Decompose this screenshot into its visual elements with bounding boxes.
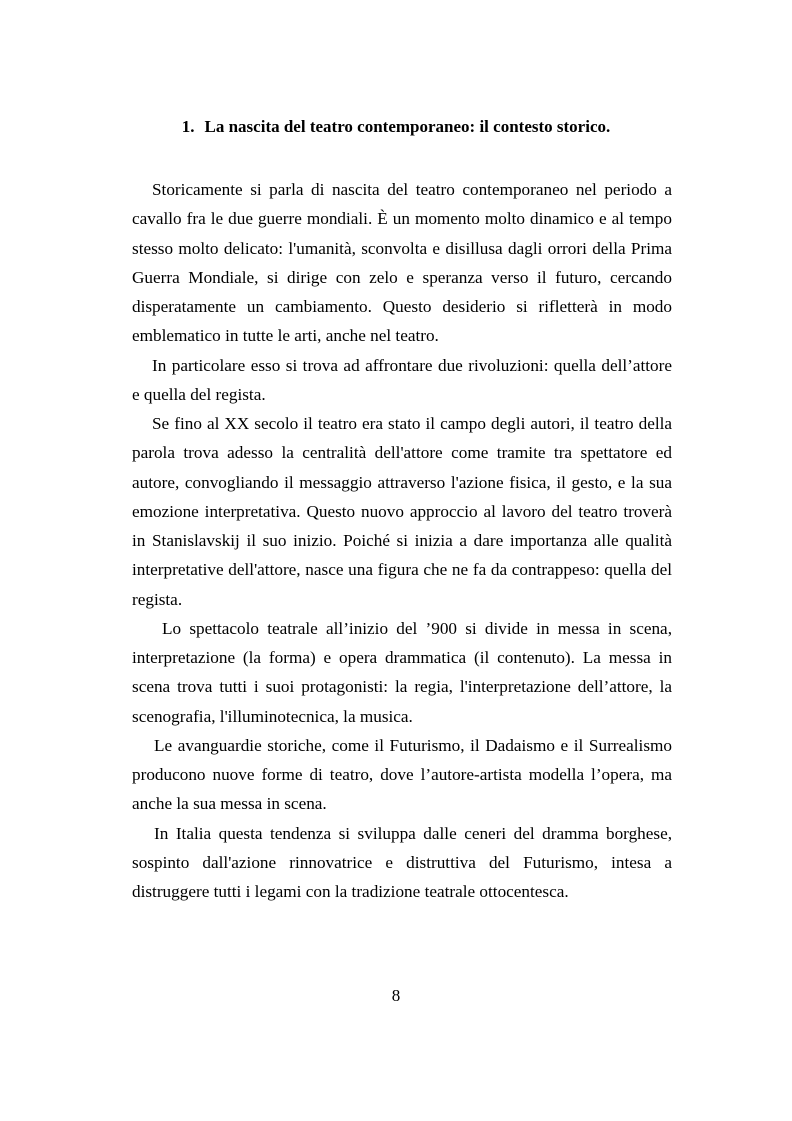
page-number: 8 [391, 986, 401, 1005]
section-title: La nascita del teatro contemporaneo: il contesto storico. [204, 117, 611, 136]
paragraph-4: Lo spettacolo teatrale all’inizio del ’900 si divide in messa in scena, interpretazione (la forma) e opera drammatica (il contenuto). La messa in scena trova tutti i suoi protagonisti: la regia, l'interpretazione dell’attore, la scenografia, l'illuminotecnica, la musica. [132, 618, 672, 726]
section-heading [0, 116, 792, 138]
paragraph-5: Le avanguardie storiche, come il Futurismo, il Dadaismo e il Surrealismo producono nuove forme di teatro, dove l’autore-artista modella l’opera, ma anche la sua messa in scena. [132, 735, 672, 814]
paragraph-1: Storicamente si parla di nascita del teatro contemporaneo nel periodo a cavallo fra le due guerre mondiali. È un momento molto dinamico e al tempo stesso molto delicato: l'umanità, sconvolta e disillusa dagli orrori della Prima Guerra Mondiale, si dirige con zelo e speranza verso il futuro, cercando disperatamente un cambiamento. Questo desiderio si rifletterà in modo emblematico in tutte le arti, anche nel teatro. [132, 180, 672, 346]
paragraph-6: In Italia questa tendenza si sviluppa dalle ceneri del dramma borghese, sospinto dall'azione rinnovatrice e distruttiva del Futurismo, intesa a distruggere tutti i legami con la tradizione teatrale ottocentesca. [132, 823, 672, 901]
section-number: 1. [181, 117, 195, 136]
paragraph-3: Se fino al XX secolo il teatro era stato il campo degli autori, il teatro della parola trova adesso la centralità dell'attore come tramite tra spettatore ed autore, convogliando il messaggio attraverso l'azione fisica, il gesto, e la sua emozione interpretativa. Questo nuovo approccio al lavoro del teatro troverà in Stanislavskij il suo inizio. Poiché si inizia a dare importanza alle qualità interpretative dell'attore, nasce una figura che ne fa da contrappeso: quella del regista. [132, 414, 672, 609]
paragraph-2: In particolare esso si trova ad affrontare due rivoluzioni: quella dell’attore e quella del regista. [132, 355, 672, 404]
body-text [132, 175, 672, 906]
